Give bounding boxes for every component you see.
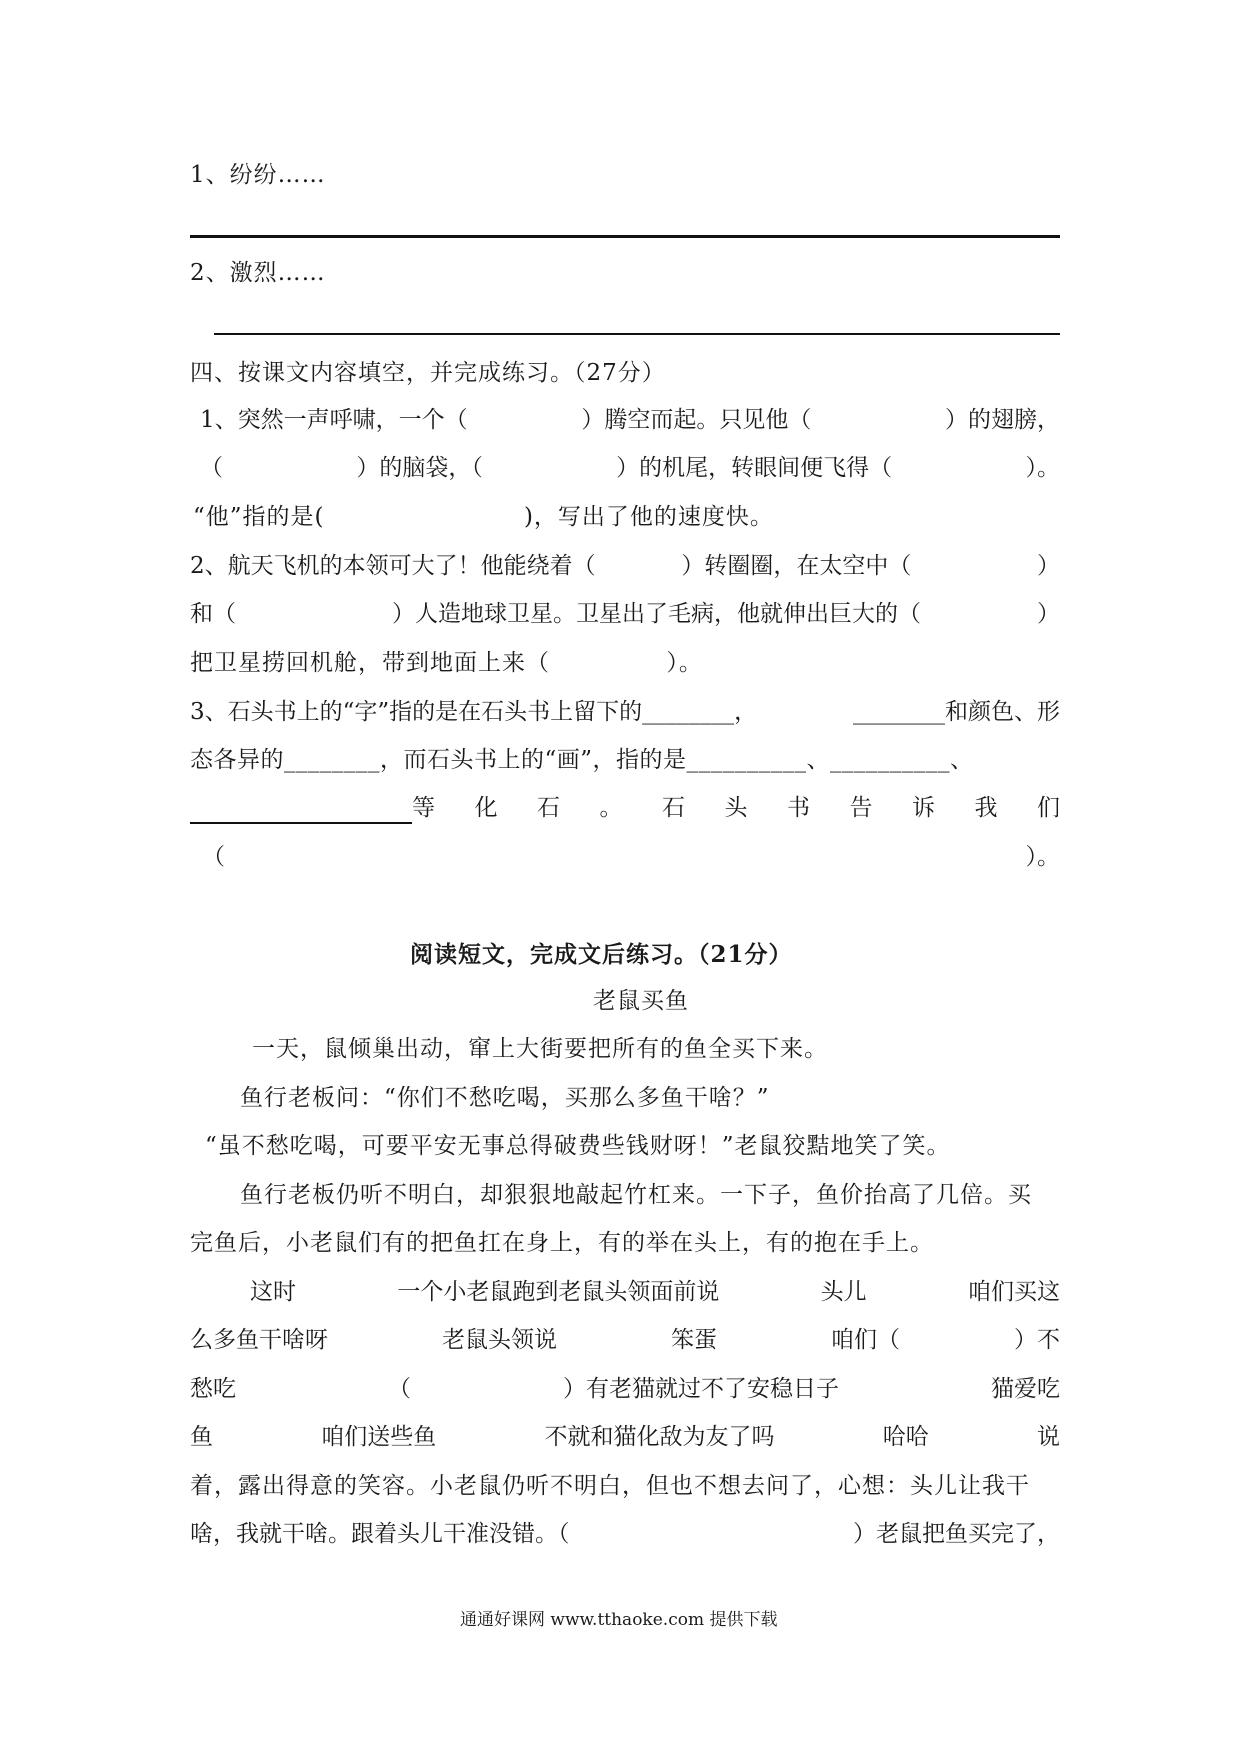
q3-l3-char-5: 头 (724, 795, 748, 821)
q2-line-2 (190, 599, 1060, 629)
q1-line-2 (190, 453, 1060, 483)
item-1-fenfen: 1、纷纷…… (190, 162, 326, 188)
q2-line-1 (190, 551, 1060, 581)
p5-l6-a: 啥，我就干啥。跟着头儿干准没错。（ (190, 1521, 570, 1547)
paragraph-5-line-5: 着，露出得意的笑容。小老鼠仍听不明白，但也不想去问了，心想：头儿让我干 (190, 1473, 1030, 1499)
q1-l2-b: ）的脑袋，（ (356, 455, 483, 481)
q3-line-4 (190, 842, 1060, 872)
p5-l2-seg-4: ）不 (1014, 1327, 1060, 1353)
q1-l2-a: （ (200, 455, 223, 481)
p5-l3-seg-2: ）有老猫就过不了安稳日子 (563, 1376, 839, 1402)
q1-l1-b: ）腾空而起。只见他（ (581, 407, 812, 433)
q3-l4-b: ）。 (1025, 844, 1060, 870)
story-title: 老鼠买鱼 (593, 988, 689, 1014)
reading-instruction: 阅读短文，完成文后练习。（21分） (410, 941, 793, 968)
paragraph-4-line-2: 完鱼后，小老鼠们有的把鱼扛在身上，有的举在头上，有的抱在手上。 (190, 1230, 934, 1256)
p5-l3-seg-3: 猫爱吃 (991, 1376, 1060, 1402)
q1-l2-c: ）的机尾，转眼间便飞得（ (616, 455, 893, 481)
q3-blank-underline (190, 822, 412, 824)
paragraph-5-line-6 (190, 1519, 1060, 1549)
paragraph-3: “虽不愁吃喝，可要平安无事总得破费些钱财呀！”老鼠狡黠地笑了笑。 (205, 1133, 951, 1159)
p5-l2-seg-2: 笨蛋 (671, 1327, 717, 1353)
paragraph-5-line-4 (190, 1422, 1060, 1452)
answer-line-1 (190, 235, 1060, 238)
p5-l3-seg-0: 愁吃 (190, 1376, 236, 1402)
q3-l4-a: （ (202, 844, 225, 870)
q2-l2-c: ） (1037, 601, 1060, 627)
p5-l2-seg-0: 么多鱼干啥呀 (190, 1327, 328, 1353)
paragraph-2: 鱼行老板问：“你们不愁吃喝，买那么多鱼干啥？” (240, 1085, 770, 1111)
q1-l2-d: ）。 (1025, 455, 1060, 481)
q2-l2-a: 和（ (190, 601, 236, 627)
q3-line-2: 态各异的________，而石头书上的“画”，指的是__________、__________、 (190, 747, 974, 773)
q3-l1-b: ________和颜色、形 (853, 699, 1060, 725)
q3-l3-char-0: 等 (412, 795, 435, 821)
q3-l3-char-8: 诉 (912, 795, 935, 821)
p5-l3-seg-1: （ (388, 1376, 411, 1402)
p5-l1-seg-1: 一个小老鼠跑到老鼠头领面前说 (397, 1279, 720, 1305)
p5-l4-seg-0: 鱼 (190, 1424, 213, 1450)
section-4-title: 四、按课文内容填空，并完成练习。（27分） (190, 360, 666, 386)
q3-line-1 (190, 697, 1060, 727)
p5-l2-seg-1: 老鼠头领说 (442, 1327, 557, 1353)
p5-l4-seg-4: 说 (1037, 1424, 1060, 1450)
p5-l1-seg-0: 这时 (250, 1279, 296, 1305)
q1-l1-a: 1、突然一声呼啸，一个（ (200, 407, 468, 433)
paragraph-1: 一天，鼠倾巢出动，窜上大街要把所有的鱼全买下来。 (252, 1036, 828, 1062)
answer-line-2 (214, 333, 1060, 335)
q2-l1-c: ） (1036, 553, 1060, 579)
q3-l3-char-1: 化 (474, 795, 498, 821)
p5-l1-seg-3: 咱们买这 (967, 1279, 1060, 1305)
q3-line-3 (412, 793, 1060, 823)
p5-l1-seg-2: 头儿 (820, 1279, 867, 1305)
q2-l1-a: 2、航天飞机的本领可大了！他能绕着（ (190, 553, 596, 579)
q1-line-3: “他”指的是( )，写出了他的速度快。 (193, 504, 774, 530)
q1-l1-c: ）的翅膀， (944, 407, 1060, 433)
q3-l3-char-6: 书 (787, 795, 810, 821)
paragraph-4-line-1: 鱼行老板仍听不明白，却狠狠地敲起竹杠来。一下子，鱼价抬高了几倍。买 (240, 1182, 1032, 1208)
p5-l6-b: ）老鼠把鱼买完了， (853, 1521, 1060, 1547)
q2-line-3: 把卫星捞回机舱，带到地面上来（ ）。 (190, 650, 703, 676)
q3-l3-char-10: 们 (1037, 795, 1060, 821)
footer-credit: 通通好课网 www.tthaoke.com 提供下载 (460, 1610, 778, 1630)
q3-l3-char-4: 石 (662, 795, 685, 821)
q3-l1-a: 3、石头书上的“字”指的是在石头书上留下的________， (190, 699, 758, 725)
q3-l3-char-3: 。 (599, 795, 623, 821)
paragraph-5-line-1 (250, 1277, 1060, 1307)
p5-l4-seg-1: 咱们送些鱼 (321, 1424, 437, 1450)
p5-l4-seg-3: 哈哈 (882, 1424, 929, 1450)
item-2-jilie: 2、激烈…… (190, 260, 326, 286)
q3-l3-char-7: 告 (849, 795, 873, 821)
paragraph-5-line-2 (190, 1325, 1060, 1355)
q2-l1-b: ）转圈圈，在太空中（ (681, 553, 912, 579)
q2-l2-b: ）人造地球卫星。卫星出了毛病，他就伸出巨大的（ (392, 601, 921, 627)
p5-l2-seg-3: 咱们（ (831, 1327, 900, 1353)
p5-l4-seg-2: 不就和猫化敌为友了吗 (544, 1424, 775, 1450)
q3-l3-char-9: 我 (974, 795, 998, 821)
paragraph-5-line-3 (190, 1374, 1060, 1404)
q1-line-1 (190, 405, 1060, 435)
q3-l3-char-2: 石 (537, 795, 560, 821)
